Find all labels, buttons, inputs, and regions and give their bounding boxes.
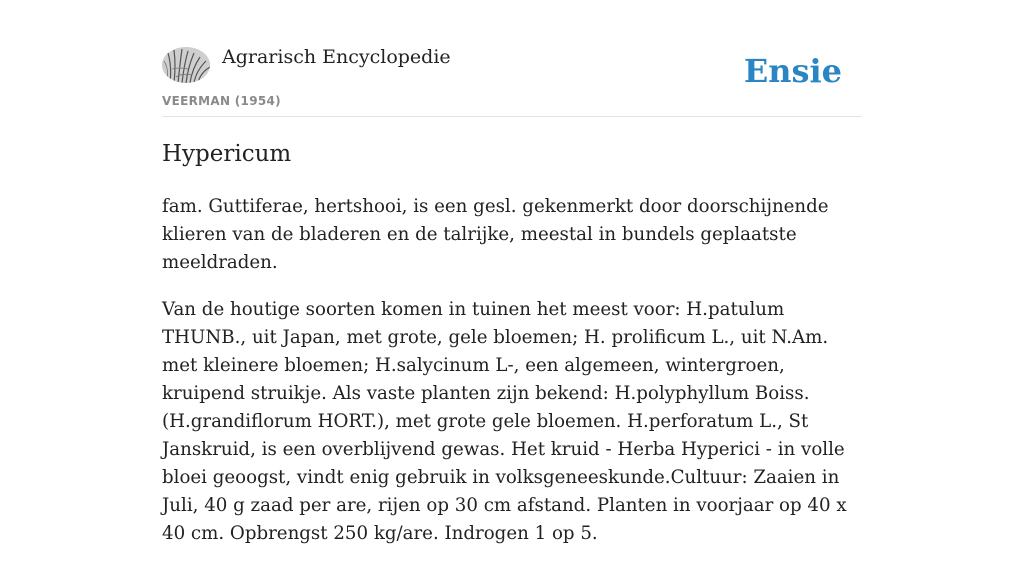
brand-logo[interactable]: Ensie xyxy=(743,52,842,90)
source-header xyxy=(162,0,862,117)
entry-paragraph: Van de houtige soorten komen in tuinen het meest voor: H.patulum THUNB., uit Japan, met grote, gele bloemen; H. prolificum L., uit N.Am. met kleinere bloemen; H.salycinum L-, een algemeen, wintergroen, kruipend struikje. Als vaste planten zijn bekend: H.polyphyllum Boiss. (H.grandiflorum HORT.), met grote gele bloemen. H.perforatum L., St Janskruid, is een overblijvend gewas. Het kruid - Herba Hyperici - in volle bloei geoogst, vindt enig gebruik in volksgeneeskunde.Cultuur: Zaaien in Juli, 40 g zaad per are, rijen op 30 cm afstand. Planten in voorjaar op 40 x 40 cm. Opbrengst 250 kg/are. Indrogen 1 op 5. xyxy=(162,299,847,544)
source-title[interactable]: Agrarisch Encyclopedie xyxy=(222,46,451,68)
entry-paragraph: fam. Guttiferae, hertshooi, is een gesl. gekenmerkt door doorschijnende klieren van de bladeren en de talrijke, meestal in bundels geplaatste meeldraden. xyxy=(162,196,829,273)
wheat-logo-icon xyxy=(162,47,210,83)
entry-headword: Hypericum xyxy=(162,141,292,167)
entry-body xyxy=(162,193,862,567)
page xyxy=(162,0,862,544)
source-subtitle: VEERMAN (1954) xyxy=(162,94,281,108)
